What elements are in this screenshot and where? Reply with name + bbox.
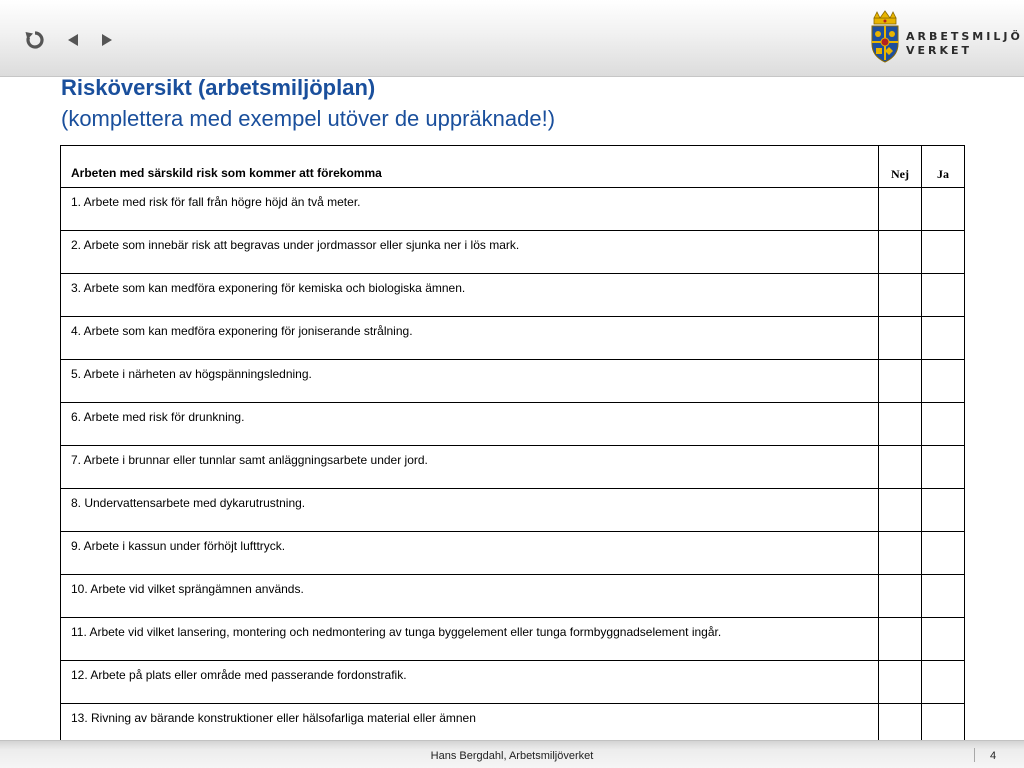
risk-description: 10. Arbete vid vilket sprängämnen används. bbox=[61, 575, 879, 618]
previous-triangle-icon bbox=[67, 33, 79, 47]
yes-checkbox-cell[interactable] bbox=[922, 274, 965, 317]
table-row bbox=[61, 188, 965, 231]
table-row bbox=[61, 403, 965, 446]
risk-description: 7. Arbete i brunnar eller tunnlar samt anläggningsarbete under jord. bbox=[61, 446, 879, 489]
risk-description: 11. Arbete vid vilket lansering, montering och nedmontering av tunga byggelement eller tunga formbyggnadselement ingår. bbox=[61, 618, 879, 661]
risk-overview-table bbox=[60, 145, 965, 747]
table-row bbox=[61, 661, 965, 704]
risk-description: 5. Arbete i närheten av högspänningsledning. bbox=[61, 360, 879, 403]
logo-text-line1: ARBETSMILJÖ bbox=[906, 30, 1023, 43]
page-title: Risköversikt (arbetsmiljöplan) bbox=[61, 75, 376, 100]
footer-author: Hans Bergdahl, Arbetsmiljöverket bbox=[430, 750, 594, 762]
yes-checkbox-cell[interactable] bbox=[922, 446, 965, 489]
table-row bbox=[61, 446, 965, 489]
no-checkbox-cell[interactable] bbox=[879, 231, 922, 274]
table-row bbox=[61, 489, 965, 532]
top-bar bbox=[0, 0, 1024, 77]
no-checkbox-cell[interactable] bbox=[879, 274, 922, 317]
table-header-row bbox=[61, 146, 965, 188]
no-checkbox-cell[interactable] bbox=[879, 446, 922, 489]
table-row bbox=[61, 360, 965, 403]
risk-description: 9. Arbete i kassun under förhöjt lufttryck. bbox=[61, 532, 879, 575]
no-checkbox-cell[interactable] bbox=[879, 661, 922, 704]
reload-icon bbox=[24, 29, 46, 51]
header-yes: Ja bbox=[922, 146, 965, 188]
table-row bbox=[61, 317, 965, 360]
yes-checkbox-cell[interactable] bbox=[922, 661, 965, 704]
risk-description: 3. Arbete som kan medföra exponering för kemiska och biologiska ämnen. bbox=[61, 274, 879, 317]
table-row bbox=[61, 231, 965, 274]
no-checkbox-cell[interactable] bbox=[879, 618, 922, 661]
risk-description: 4. Arbete som kan medföra exponering för joniserande strålning. bbox=[61, 317, 879, 360]
yes-checkbox-cell[interactable] bbox=[922, 360, 965, 403]
yes-checkbox-cell[interactable] bbox=[922, 575, 965, 618]
no-checkbox-cell[interactable] bbox=[879, 489, 922, 532]
risk-description: 6. Arbete med risk för drunkning. bbox=[61, 403, 879, 446]
yes-checkbox-cell[interactable] bbox=[922, 188, 965, 231]
table-row bbox=[61, 618, 965, 661]
page-subtitle: (komplettera med exempel utöver de uppräknade!) bbox=[61, 106, 556, 131]
next-slide-button[interactable] bbox=[98, 28, 116, 52]
bottom-bar bbox=[0, 740, 1024, 768]
no-checkbox-cell[interactable] bbox=[879, 317, 922, 360]
risk-description: 2. Arbete som innebär risk att begravas under jordmassor eller sjunka ner i lös mark. bbox=[61, 231, 879, 274]
yes-checkbox-cell[interactable] bbox=[922, 403, 965, 446]
header-description: Arbeten med särskild risk som kommer att förekomma bbox=[61, 146, 879, 188]
next-triangle-icon bbox=[101, 33, 113, 47]
header-no: Nej bbox=[879, 146, 922, 188]
previous-slide-button[interactable] bbox=[64, 28, 82, 52]
table-row bbox=[61, 532, 965, 575]
yes-checkbox-cell[interactable] bbox=[922, 532, 965, 575]
page-number: 4 bbox=[990, 750, 997, 762]
yes-checkbox-cell[interactable] bbox=[922, 618, 965, 661]
no-checkbox-cell[interactable] bbox=[879, 575, 922, 618]
no-checkbox-cell[interactable] bbox=[879, 188, 922, 231]
yes-checkbox-cell[interactable] bbox=[922, 489, 965, 532]
yes-checkbox-cell[interactable] bbox=[922, 231, 965, 274]
risk-description: 1. Arbete med risk för fall från högre höjd än två meter. bbox=[61, 188, 879, 231]
reload-button[interactable] bbox=[22, 28, 48, 52]
table-row bbox=[61, 274, 965, 317]
no-checkbox-cell[interactable] bbox=[879, 403, 922, 446]
yes-checkbox-cell[interactable] bbox=[922, 317, 965, 360]
coat-of-arms-icon bbox=[868, 10, 902, 64]
footer-divider bbox=[974, 748, 975, 762]
arbetsmiljoverket-logo bbox=[868, 10, 1023, 64]
no-checkbox-cell[interactable] bbox=[879, 532, 922, 575]
logo-text-line2: VERKET bbox=[906, 44, 973, 57]
table-row bbox=[61, 575, 965, 618]
risk-description: 12. Arbete på plats eller område med passerande fordonstrafik. bbox=[61, 661, 879, 704]
no-checkbox-cell[interactable] bbox=[879, 360, 922, 403]
risk-description: 13. Rivning av bärande konstruktioner eller hälsofarliga material eller ämnen bbox=[61, 704, 879, 747]
risk-description: 8. Undervattensarbete med dykarutrustning. bbox=[61, 489, 879, 532]
